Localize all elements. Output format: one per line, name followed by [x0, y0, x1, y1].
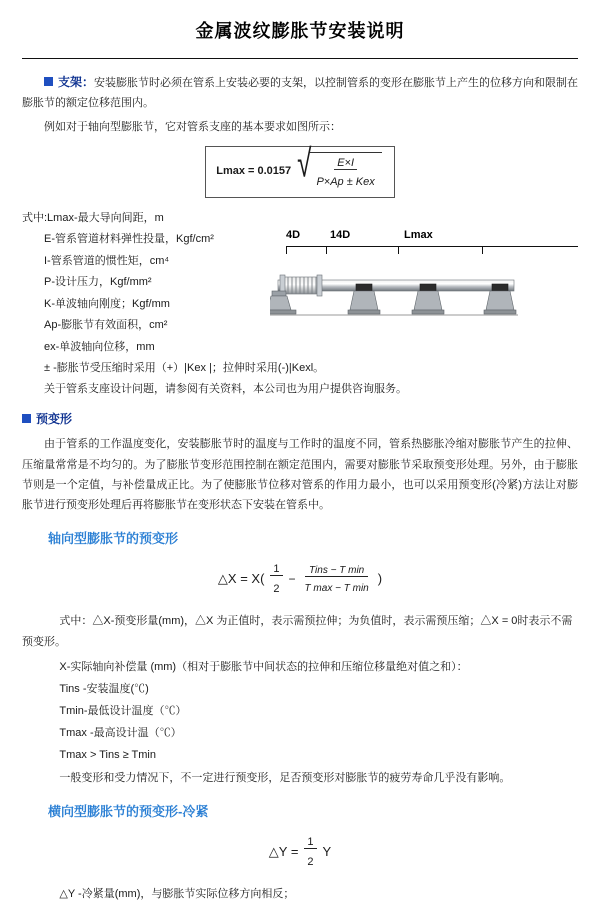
pipe-assembly-illustration: [270, 254, 518, 326]
title-divider: [22, 58, 578, 59]
axial-note: Tins -安装温度(℃): [59, 682, 149, 695]
formula-lmax: [22, 139, 578, 199]
figure-dim-label: 4D: [286, 229, 301, 242]
figure-dim-label: 14D: [330, 229, 351, 242]
figure-dim-label: Lmax: [404, 229, 433, 242]
axial-note: Tmin-最低设计温度（℃）: [59, 704, 187, 717]
subsection-axial-heading: 轴向型膨胀节的预变形: [48, 530, 179, 546]
square-bullet-icon: [44, 77, 53, 86]
formula-numerator: E×I: [334, 157, 357, 170]
legend-item: I-管系管道的惯性矩，cm⁴: [44, 254, 170, 267]
axial-note: Tmax > Tins ≥ Tmin: [59, 748, 156, 761]
equation-axial-lhs: △X = X(: [217, 571, 265, 587]
equation-lateral: [22, 833, 578, 872]
radical-sign-icon: √: [297, 139, 312, 185]
figure-dimension-labels: [268, 226, 578, 245]
formula-label: Lmax = 0.0157: [216, 165, 292, 178]
section-predeform-body: 由于管系的工作温度变化，安装膨胀节时的温度与工作时的温度不同，管系热膨胀冷缩对膨胀节产生的拉伸、压缩量常常是不均匀的。为了膨胀节变形范围控制在额定范围内，需要对膨胀节采取预变形处理。另外，由于膨胀节则是一个定值，与补偿量成正比。为了使膨胀节位移对管系的作用力最小，也可以采用预变形(冷紧)方法让对膨胀节进行预变形处理后再将膨胀节在变形状态下安装在管系中。: [22, 438, 578, 512]
legend-item: 式中:Lmax-最大导向间距，m: [22, 212, 164, 225]
section-support-text: 安装膨胀节时必须在管系上安装必要的支架，以控制管系的变形在膨胀节上产生的位移方向和限制在膨胀节的额定位移范围内。: [22, 76, 579, 109]
legend-item: Ap-膨胀节有效面积，cm²: [44, 319, 168, 332]
equation-axial: [22, 560, 578, 599]
legend-item: ex-单波轴向位移，mm: [44, 340, 155, 353]
support-spacing-figure: [268, 208, 578, 326]
section-predeform-title: 预变形: [36, 412, 73, 427]
section-support: [22, 71, 578, 114]
legend-item: P-设计压力，Kgf/mm²: [44, 276, 152, 289]
consult-text: 关于管系支座设计问题，请参阅有关资料，本公司也为用户提供咨询服务。: [44, 382, 407, 395]
axial-note: 一般变形和受力情况下，不一定进行预变形，足否预变形对膨胀节的疲劳寿命几乎没有影响。: [59, 771, 511, 784]
equation-lateral-half: $\frac{1}{2}$: [304, 833, 316, 872]
equation-lateral-rhs: Y: [322, 844, 332, 860]
legend-item: ± -膨胀节受压缩时采用（+）|Kex |；拉伸时采用(-)|Kexl。: [44, 362, 325, 375]
axial-temperature-notes: [22, 678, 578, 766]
figure-dimension-ticks: [286, 247, 578, 254]
equation-axial-rhs: ): [377, 571, 383, 587]
subsection-lateral-heading: 横向型膨胀节的预变形-冷紧: [48, 803, 209, 819]
formula-denominator: P×Ap ± Kex: [316, 175, 375, 188]
axial-note: 式中：△X-预变形量(mm)，△X 为正值时，表示需预拉伸；为负值时，表示需预压缩；△X = 0时表示不需预变形。: [22, 614, 573, 648]
legend-figure-row: [22, 208, 578, 358]
support-example-text: 例如对于轴向型膨胀节，它对管系支座的基本要求如图所示：: [44, 121, 341, 134]
axial-note: Tmax -最高设计温（℃）: [59, 726, 182, 739]
equation-axial-minus: −: [288, 572, 296, 587]
square-bullet-icon: [22, 414, 31, 423]
equation-lateral-lhs: △Y =: [268, 844, 299, 860]
section-support-heading: 支架：: [58, 74, 95, 89]
legend-item: E-管系管道材料弹性投量，Kgf/cm²: [44, 233, 214, 246]
formula-legend: [22, 208, 262, 358]
lateral-note: △Y -冷紧量(mm)，与膨胀节实际位移方向相反；: [59, 887, 295, 900]
page-title: 金属波纹膨胀节安装说明: [195, 21, 405, 41]
equation-axial-half: $\frac{1}{2}$: [270, 560, 282, 599]
section-predeform-heading: [22, 409, 578, 430]
axial-note: X-实际轴向补偿量 (mm)（相对于膨胀节中间状态的拉伸和压缩位移量绝对值之和）：: [59, 660, 468, 673]
legend-item: K-单波轴向刚度；Kgf/mm: [44, 297, 170, 310]
formula-radical: [297, 139, 382, 193]
equation-axial-fraction: $\frac{\text{Tins − T min}}{\text{T max − T min}}$: [304, 565, 369, 594]
